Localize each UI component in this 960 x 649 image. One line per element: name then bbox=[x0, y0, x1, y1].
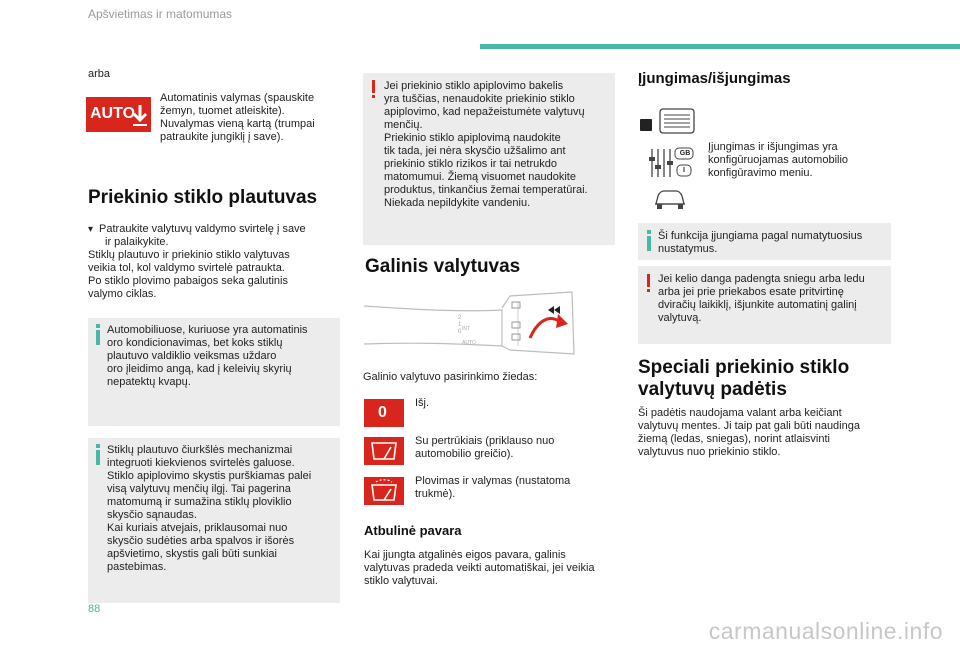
car-icon bbox=[652, 186, 688, 212]
rear-window-wiper-icon bbox=[364, 437, 404, 465]
rear-wiper-off-icon bbox=[364, 399, 404, 427]
enable-disable-title: Įjungimas/išjungimas bbox=[638, 70, 791, 87]
stalk-label-0: 0 bbox=[458, 329, 462, 335]
warning-box-washer: Jei priekinio stiklo apiplovimo bakelis yra tuščias, nenaudokite priekinio stiklo apiplovimo, kad nepažeistumėte valytuvų menčių. Priekinio stiklo apiplovimą naudokite tik tada, jei nėra skysčio užšalimo ant priekinio stiklo rizikos ir tai netrukdo matomumui. Žiemą visuomet naudokite produktus, tinkančius žemai temperatūrai. Niekada nepildykite vandeniu. bbox=[363, 73, 615, 245]
language-i-label: I bbox=[683, 167, 685, 174]
auto-description: Automatinis valymas (spauskite žemyn, tuomet atleiskite). Nuvalymas vieną kartą (trumpai patraukite jungiklį į save). bbox=[160, 92, 315, 143]
option-intermittent-label: Su pertrūkiais (priklauso nuo automobilio greičio). bbox=[415, 435, 555, 460]
auto-wiper-icon bbox=[86, 97, 151, 132]
rear-wash-wipe-icon bbox=[364, 477, 404, 505]
off-glyph: 0 bbox=[378, 404, 387, 421]
wiper-stalk-illustration bbox=[362, 288, 577, 363]
option-wash-label: Plovimas ir valymas (nustatoma trukmė). bbox=[415, 475, 571, 500]
warning-box-snow: Jei kelio danga padengta sniegu arba ledu arba jei prie priekabos esate pritvirtinę dviračių laikiklį, išjunkite automatinį galinį valytuvą. bbox=[638, 266, 891, 344]
info-icon bbox=[96, 450, 100, 465]
info-box-ac: Automobiliuose, kuriuose yra automatinis oro kondicionavimas, bet koks stiklų plautuvo valdiklio veiksmas uždaro oro įleidimo angą, kad į keleivių skyrių nepatektų kvapų. bbox=[88, 318, 340, 426]
section-header: Apšvietimas ir matomumas bbox=[88, 7, 233, 21]
stalk-label-int: INT bbox=[462, 326, 471, 332]
page-number: 88 bbox=[88, 603, 101, 615]
rear-wiper-intermittent-icon bbox=[364, 437, 404, 465]
special-position-body: Ši padėtis naudojama valant arba keičiant valytuvų mentes. Ji taip pat gali būti naudinga žiemą (ledas, sniegas), norint atlaisvinti valytuvus nuo priekinio stiklo. bbox=[638, 407, 860, 458]
info-icon bbox=[96, 330, 100, 345]
stalk-label-2: 2 bbox=[458, 315, 462, 321]
info-box-default: Ši funkcija įjungiama pagal numatytuosius nustatymus. bbox=[638, 223, 891, 260]
front-washer-title: Priekinio stiklo plautuvas bbox=[88, 187, 318, 208]
info-icon bbox=[647, 236, 651, 251]
info-box-jets: Stiklų plautuvo čiurkšlės mechanizmai integruoti kiekvienos svirtelės galuose. Stiklo apiplovimo skystis purškiamas palei visą valytuvų menčių ilgį. Tai pagerina matomumą ir sumažina stiklų ploviklio skysčio sąnaudas. Kai kuriais atvejais, priklausomai nuo skysčio sudėties arba spalvos ir išorės apšvietimo, skystis gali būti sunkiai pastebimas. bbox=[88, 438, 340, 603]
option-off-label: Išj. bbox=[415, 397, 430, 409]
special-position-title: Speciali priekinio stiklo valytuvų padėtis bbox=[638, 357, 850, 400]
front-washer-body: ▾ Patraukite valytuvų valdymo svirtelę į save ir palaikykite. Stiklų plautuvo ir priekinio stiklo valytuvas veikia tol, kol valdymo svirtelė patraukta. Po stiklo plovimo pabaigos seka galutinis valymo ciklas. bbox=[88, 223, 306, 300]
header-accent-bar bbox=[480, 44, 960, 49]
touchscreen-menu-icon bbox=[640, 107, 700, 137]
auto-badge-text: AUTO bbox=[90, 105, 136, 122]
watermark: carmanualsonline.info bbox=[708, 618, 943, 644]
stalk-label-1: 1 bbox=[458, 322, 462, 328]
rear-wiper-title: Galinis valytuvas bbox=[365, 256, 521, 277]
configuration-settings-icon bbox=[648, 147, 696, 179]
stalk-label-auto: AUTO bbox=[462, 340, 476, 346]
warning-icon bbox=[647, 274, 650, 287]
rear-window-washer-icon bbox=[364, 477, 404, 505]
warning-icon bbox=[372, 80, 375, 93]
arrow-down-icon bbox=[132, 103, 148, 127]
ring-caption: Galinio valytuvo pasirinkimo žiedas: bbox=[363, 371, 538, 383]
intro-arba: arba bbox=[88, 68, 111, 80]
bullet-icon: ▾ bbox=[88, 224, 94, 235]
gb-label: GB bbox=[679, 150, 691, 157]
reverse-gear-body: Kai įjungta atgalinės eigos pavara, galinis valytuvas pradeda veikti automatiškai, jei veikia stiklo valytuvai. bbox=[364, 549, 595, 587]
config-description: Įjungimas ir išjungimas yra konfigūruojamas automobilio konfigūravimo meniu. bbox=[708, 141, 849, 179]
reverse-gear-title: Atbulinė pavara bbox=[364, 523, 462, 538]
